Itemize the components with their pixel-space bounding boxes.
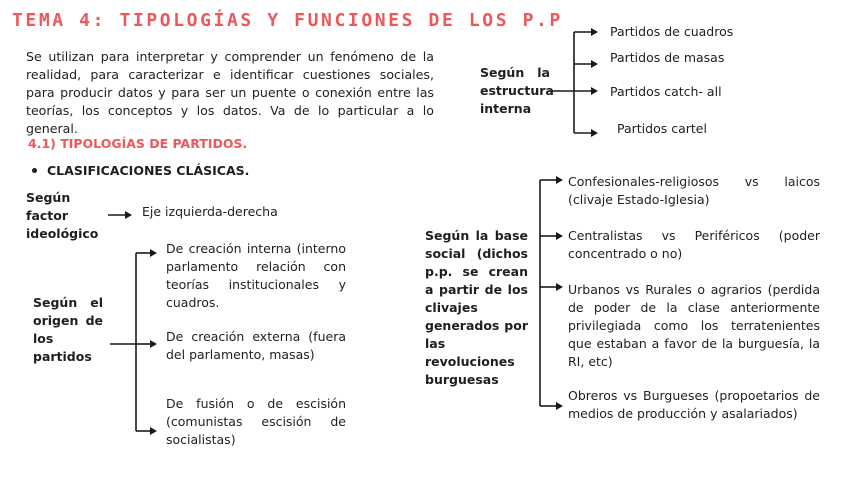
social-item-urban: Urbanos vs Rurales o agrarios (perdida de poder de la clase anteriormente privilegiada como los terratenientes que estaban a favor de la burguesía, la RI, etc) <box>568 282 820 369</box>
page-title: TEMA 4: TIPOLOGÍAS Y FUNCIONES DE LOS P.P <box>12 10 563 31</box>
intro-paragraph: Se utilizan para interpretar y comprender un fenómeno de la realidad, para caracterizar e identificar cuestiones sociales, para producir datos y para ser un puente o conexión entre las teorías, los conceptos y los datos. Va de lo particular a lo general. <box>26 49 434 136</box>
social-item-workers: Obreros vs Burgueses (propoetarios de medios de producción y asalariados) <box>568 388 820 421</box>
social-item-centralist: Centralistas vs Periféricos (poder concentrado o no) <box>568 228 820 261</box>
bullet-text: CLASIFICACIONES CLÁSICAS. <box>47 163 250 178</box>
ideological-item: Eje izquierda-derecha <box>142 204 278 219</box>
internal-item-catchall: Partidos catch- all <box>610 84 722 99</box>
origin-item-internal: De creación interna (interno parlamento relación con teorías institucionales y cuadros. <box>166 241 346 310</box>
social-item-religious: Confesionales-religiosos vs laicos (clivaje Estado-Iglesia) <box>568 174 820 207</box>
internal-item-cuadros: Partidos de cuadros <box>610 24 734 39</box>
section-heading: 4.1) TIPOLOGÍAS DE PARTIDOS. <box>28 136 248 151</box>
bullet-dot-icon <box>32 168 37 173</box>
origin-item-fusion: De fusión o de escisión (comunistas escisión de socialistas) <box>166 396 346 447</box>
ideological-label: Según factor ideológico <box>26 190 99 241</box>
origin-item-external: De creación externa (fuera del parlamento, masas) <box>166 329 346 362</box>
internal-item-cartel: Partidos cartel <box>617 121 707 136</box>
bullet-item <box>32 162 249 179</box>
internal-label: Según la estructura interna <box>480 65 554 116</box>
social-label: Según la base social (dichos p.p. se crean a partir de los clivajes generados por las revoluciones burguesas <box>425 228 528 387</box>
origin-label: Según el origen de los partidos <box>33 295 103 364</box>
internal-item-masas: Partidos de masas <box>610 50 725 65</box>
